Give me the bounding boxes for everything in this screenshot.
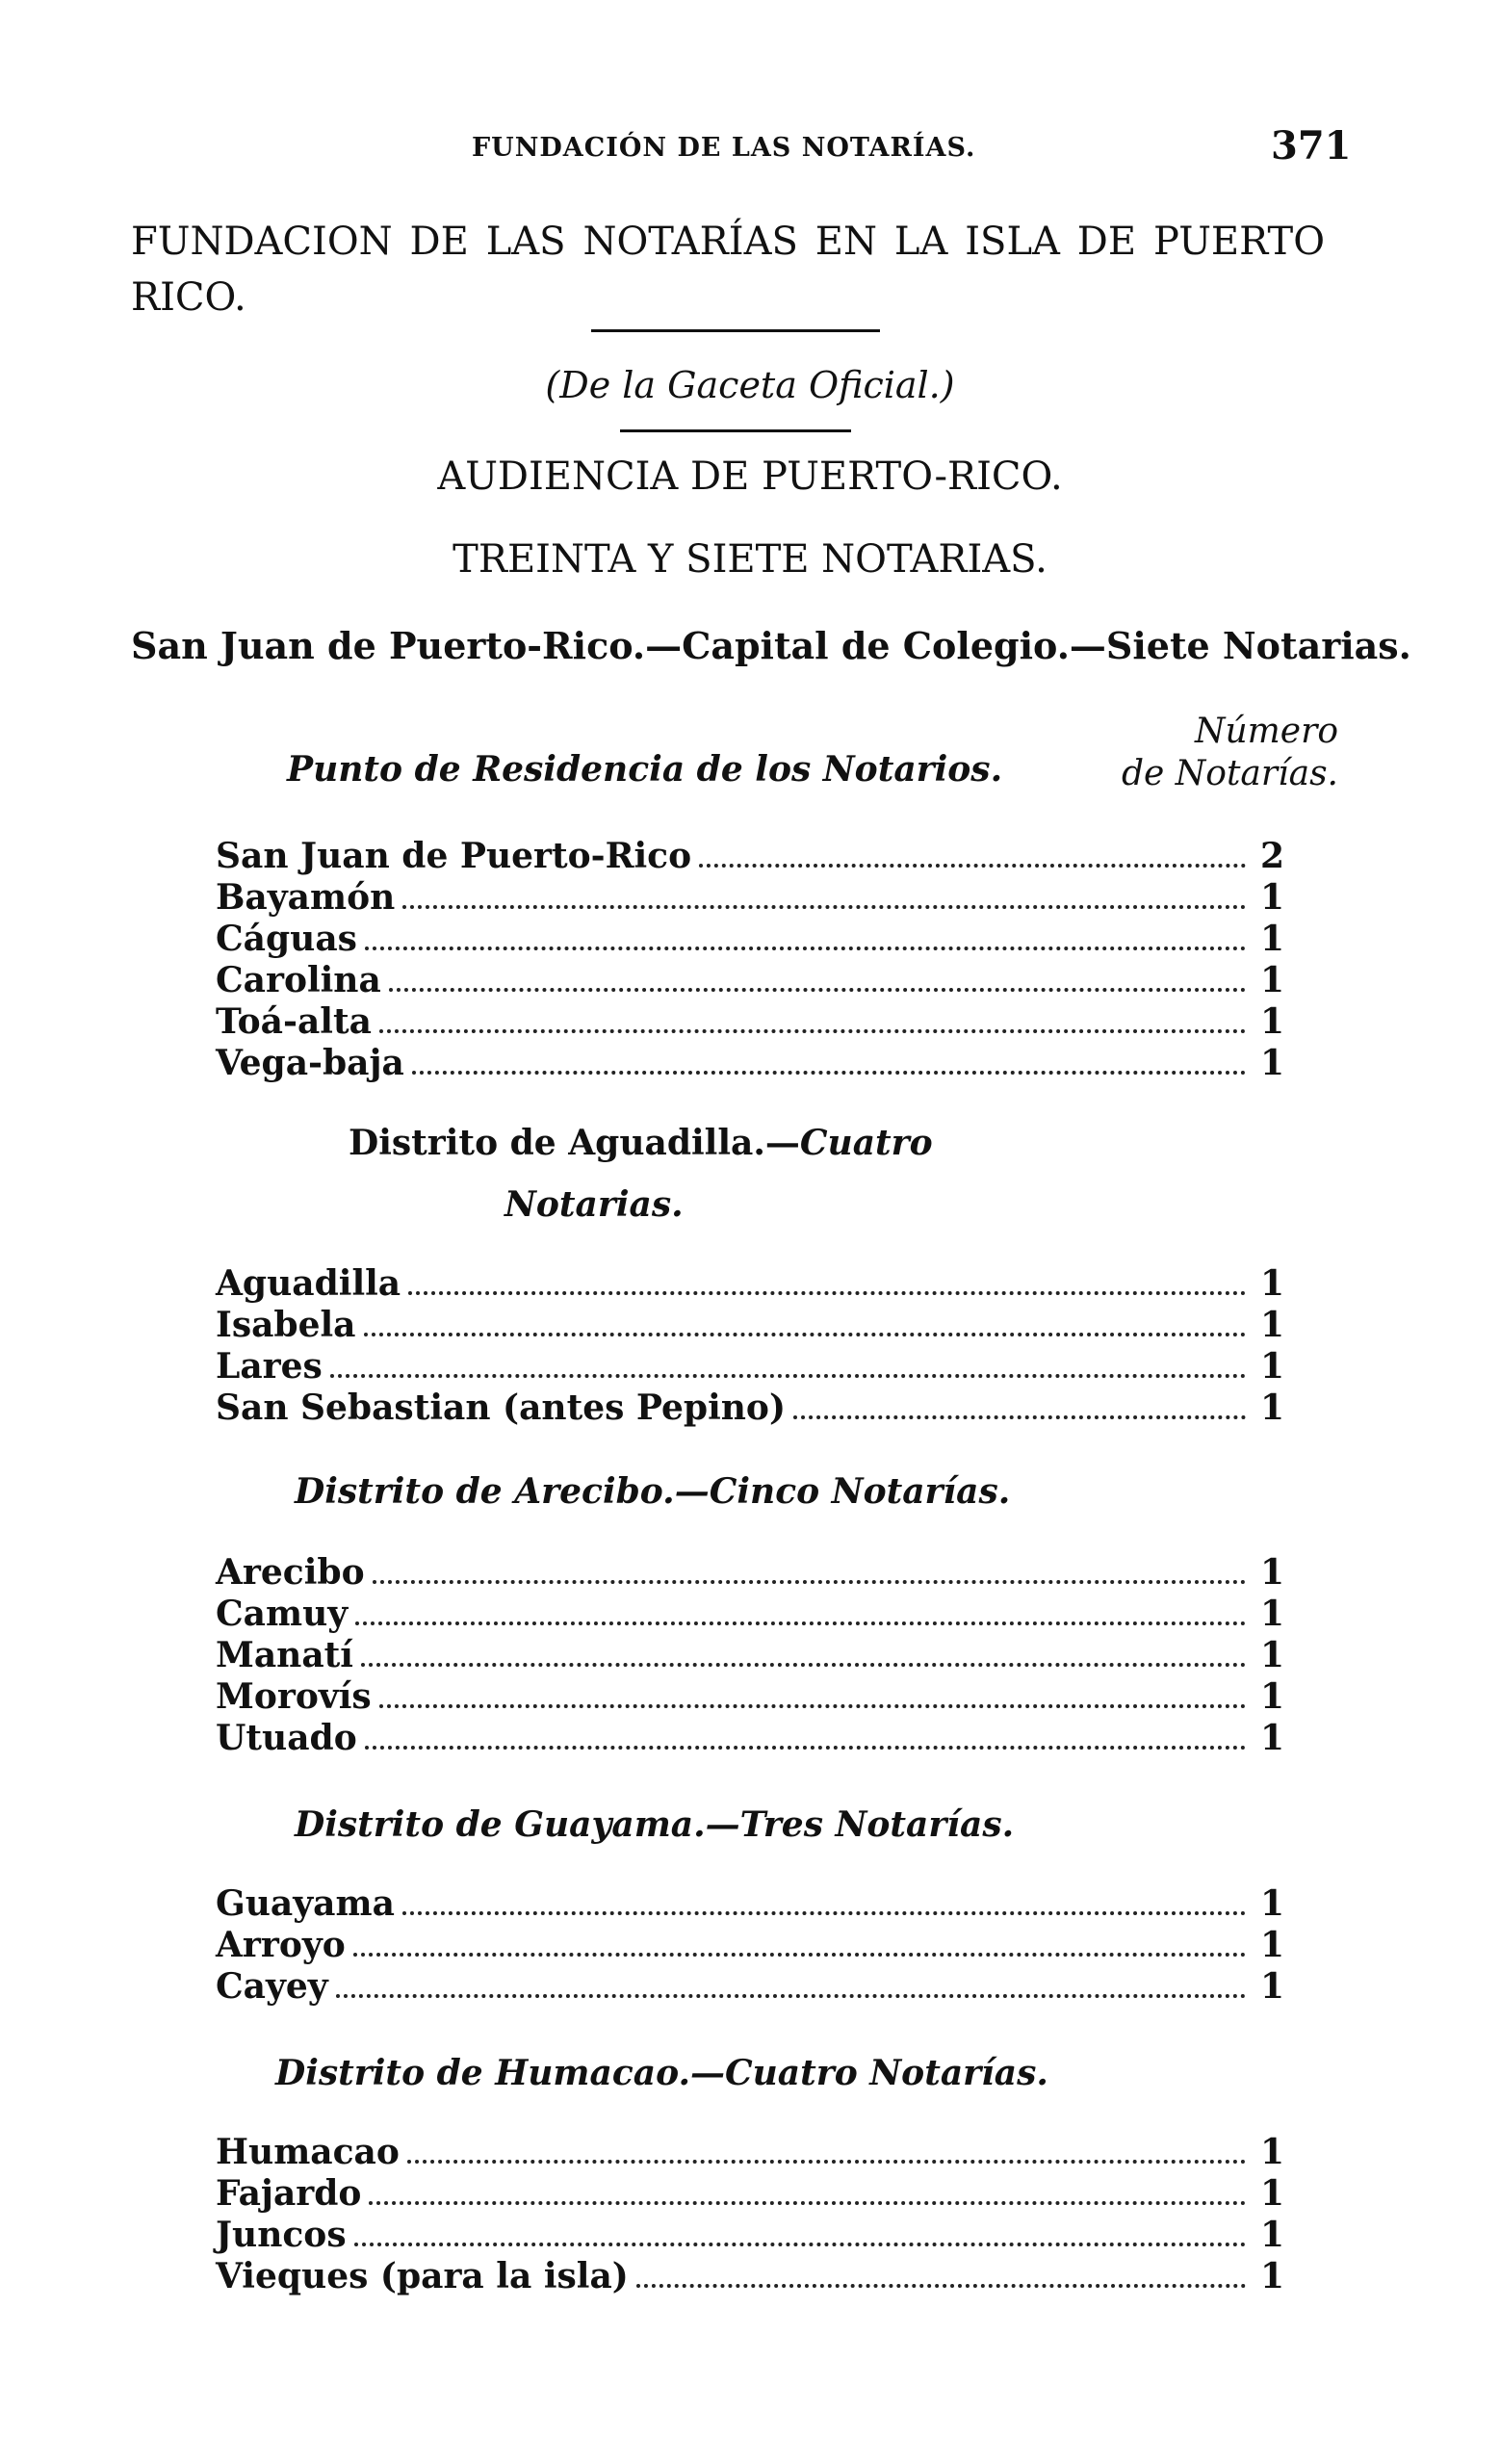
list-item (216, 1966, 1284, 2008)
entry-name: Aguadilla (216, 1263, 401, 1304)
entry-name: Juncos (216, 2215, 347, 2255)
list-item (216, 1676, 1284, 1718)
list-item (216, 1925, 1284, 1966)
district-heading-arecibo: Distrito de Arecibo.—Cinco Notarías. (295, 1471, 1011, 1512)
district-heading-aguadilla-line2: Notarias. (504, 1184, 684, 1225)
entry-count: 1 (1259, 1676, 1284, 1717)
entry-count: 1 (1259, 2256, 1284, 2296)
list-item (216, 1043, 1284, 1084)
entry-name: San Juan de Puerto-Rico (216, 836, 692, 876)
dot-leader (365, 1746, 1246, 1750)
court-heading: AUDIENCIA DE PUERTO-RICO. (437, 454, 1063, 499)
entry-name: Cáguas (216, 919, 357, 959)
dot-leader (330, 1374, 1246, 1378)
entry-count: 1 (1259, 1552, 1284, 1593)
entry-name: Carolina (216, 960, 381, 1000)
entry-count: 1 (1259, 877, 1284, 918)
district-heading-aguadilla-plain: Distrito de Aguadilla.— (349, 1123, 800, 1163)
dot-leader (379, 1704, 1246, 1708)
list-item (216, 1346, 1284, 1388)
rule-2 (620, 429, 851, 432)
district-heading-humacao: Distrito de Humacao.—Cuatro Notarías. (275, 2053, 1048, 2093)
list-item (216, 1718, 1284, 1759)
entry-count: 1 (1259, 1001, 1284, 1042)
main-title: FUNDACION DE LAS NOTARÍAS EN LA ISLA DE PUERTO RICO. (131, 220, 1325, 320)
list-item (216, 1635, 1284, 1676)
dot-leader (355, 1621, 1246, 1625)
entry-name: Morovís (216, 1676, 372, 1717)
list-item (216, 960, 1284, 1001)
entry-count: 2 (1259, 836, 1284, 876)
entry-count: 1 (1259, 1305, 1284, 1345)
district-heading-aguadilla-italic: Cuatro (799, 1123, 933, 1163)
column-heading-count (1088, 711, 1338, 795)
entry-list-aguadilla (216, 1263, 1284, 1429)
entry-name: Vieques (para la isla) (216, 2256, 629, 2296)
entry-count: 1 (1259, 1594, 1284, 1634)
entry-count: 1 (1259, 1043, 1284, 1083)
entry-count: 1 (1259, 1883, 1284, 1924)
entry-name: Arroyo (216, 1925, 346, 1965)
entry-count: 1 (1259, 2132, 1284, 2172)
source-line: (De la Gaceta Oficial.) (545, 364, 955, 406)
dot-leader (402, 905, 1246, 909)
list-item (216, 836, 1284, 877)
column-heading-count-line1: Número (1194, 712, 1338, 751)
entry-count: 1 (1259, 1966, 1284, 2007)
entry-count: 1 (1259, 2215, 1284, 2255)
entry-list-guayama (216, 1883, 1284, 2008)
dot-leader (373, 1580, 1246, 1584)
dot-leader (365, 947, 1246, 950)
page-number: 371 (1271, 123, 1352, 169)
dot-leader (353, 1953, 1246, 1957)
entry-name: Guayama (216, 1883, 395, 1924)
entry-count: 1 (1259, 919, 1284, 959)
list-item (216, 1305, 1284, 1346)
dot-leader (793, 1415, 1246, 1419)
dot-leader (636, 2284, 1246, 2288)
entry-count: 1 (1259, 1635, 1284, 1675)
dot-leader (364, 1333, 1246, 1336)
entry-count: 1 (1259, 1346, 1284, 1387)
rule-1 (591, 329, 880, 332)
running-head: FUNDACIÓN DE LAS NOTARÍAS. (472, 133, 976, 163)
entry-count: 1 (1259, 1388, 1284, 1428)
dot-leader (379, 1029, 1246, 1033)
entry-list-arecibo (216, 1552, 1284, 1759)
list-item (216, 2173, 1284, 2215)
entry-name: Camuy (216, 1594, 349, 1634)
district-heading-aguadilla (349, 1123, 933, 1163)
list-item (216, 877, 1284, 919)
entry-name: Arecibo (216, 1552, 365, 1593)
list-item (216, 1883, 1284, 1925)
list-item (216, 1594, 1284, 1635)
count-heading: TREINTA Y SIETE NOTARIAS. (453, 537, 1047, 582)
dot-leader (412, 1071, 1246, 1075)
dot-leader (389, 988, 1246, 992)
entry-count: 1 (1259, 2173, 1284, 2214)
entry-name: Bayamón (216, 877, 396, 918)
entry-name: Vega-baja (216, 1043, 404, 1083)
entry-name: Manatí (216, 1635, 353, 1675)
first-district-heading: San Juan de Puerto-Rico.—Capital de Colegio.—Siete Notarias. (131, 624, 1411, 667)
list-item (216, 919, 1284, 960)
dot-leader (354, 2243, 1246, 2246)
list-item (216, 2132, 1284, 2173)
list-item (216, 1388, 1284, 1429)
entry-name: Fajardo (216, 2173, 362, 2214)
entry-name: Toá-alta (216, 1001, 372, 1042)
column-heading-count-line2: de Notarías. (1122, 754, 1338, 793)
entry-name: Cayey (216, 1966, 328, 2007)
entry-count: 1 (1259, 1263, 1284, 1304)
entry-list-humacao (216, 2132, 1284, 2297)
dot-leader (407, 2160, 1246, 2164)
list-item (216, 1263, 1284, 1305)
dot-leader (336, 1994, 1246, 1998)
list-item (216, 2215, 1284, 2256)
entry-list-san-juan (216, 836, 1284, 1084)
entry-count: 1 (1259, 1718, 1284, 1758)
dot-leader (369, 2201, 1246, 2205)
list-item (216, 1001, 1284, 1043)
entry-name: Lares (216, 1346, 323, 1387)
dot-leader (699, 864, 1246, 868)
district-heading-guayama: Distrito de Guayama.—Tres Notarías. (295, 1804, 1015, 1845)
dot-leader (361, 1663, 1246, 1667)
dot-leader (402, 1911, 1246, 1915)
entry-count: 1 (1259, 1925, 1284, 1965)
entry-name: San Sebastian (antes Pepino) (216, 1388, 786, 1428)
entry-name: Humacao (216, 2132, 400, 2172)
entry-name: Isabela (216, 1305, 356, 1345)
column-heading-residence: Punto de Residencia de los Notarios. (287, 749, 1003, 790)
entry-name: Utuado (216, 1718, 357, 1758)
dot-leader (408, 1291, 1246, 1295)
entry-count: 1 (1259, 960, 1284, 1000)
list-item (216, 1552, 1284, 1594)
list-item (216, 2256, 1284, 2297)
